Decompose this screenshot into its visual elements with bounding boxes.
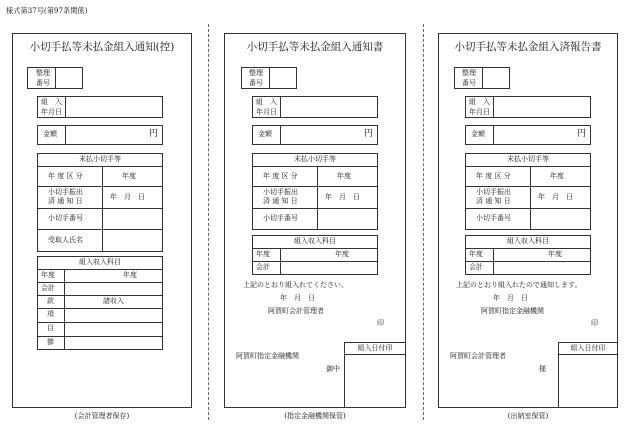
issue-notice-label: 小切手振出 [48,188,83,196]
reg-label: 番号 [462,79,476,87]
setsu-label: 節 [47,338,54,346]
issue-notice-label: 小切手振出 [476,188,511,196]
cut-line-2 [423,24,424,420]
unpaid-title: 未払小切手等 [79,155,121,163]
keeper-note: (会計管理者保存) [74,412,130,420]
income-year-label: 年度 [469,250,483,258]
keeper-note: (指定金融機関保管) [284,412,346,420]
recipient-honorific: 様 [539,365,546,373]
ymd-placeholder: 年 月 日 [110,193,145,201]
amount-label: 金額 [258,130,272,138]
yen-unit: 円 [149,129,159,139]
issue-notice-label: 済 通 知 日 [48,197,83,205]
payee-name-label: 受取人氏名 [48,236,83,244]
kou-label: 項 [47,310,54,318]
misc-income: 諸収入 [103,297,124,305]
recipient-name: 阿賀町指定金融機関 [236,352,299,360]
panel-title: 小切手払等未払金組入通知(控) [29,41,175,53]
income-title: 組入収入科目 [294,237,336,245]
issue-notice-label: 済 通 知 日 [263,197,298,205]
date-label: 組 入 [469,98,490,106]
yen-unit: 円 [364,129,374,139]
year-unit: 年度 [550,172,564,180]
year-unit: 年度 [337,172,351,180]
form-number: 様式第37号(第97条関係) [6,6,88,15]
reg-label: 番号 [249,79,263,87]
ymd-placeholder: 年 月 日 [325,193,360,201]
income-year-unit: 年度 [335,250,349,258]
income-year-label: 年度 [256,250,270,258]
amount-label: 金額 [43,130,57,138]
date-label: 組 入 [41,98,62,106]
income-title: 組入収入科目 [79,258,121,266]
date-line: 年 月 日 [493,294,528,302]
ymd-placeholder: 年 月 日 [538,193,573,201]
date-label: 組 入 [256,98,277,106]
income-account-label: 会計 [469,263,483,271]
check-number-label: 小切手番号 [263,214,298,222]
income-year-unit: 年度 [548,250,562,258]
year-division-label: 年 度 区 分 [263,172,298,180]
income-title: 組入収入科目 [507,237,549,245]
unpaid-title: 未払小切手等 [507,155,549,163]
year-unit: 年度 [122,172,136,180]
yen-unit: 円 [577,129,587,139]
income-account-label: 会計 [256,263,270,271]
stamp-title: 組入日付印 [570,344,606,352]
panel-title: 小切手払等未払金組入済報告書 [454,41,602,53]
recipient-name: 阿賀町会計管理者 [450,352,506,360]
check-number-label: 小切手番号 [48,214,83,222]
panel-title: 小切手払等未払金組入通知書 [246,41,384,53]
check-number-label: 小切手番号 [476,214,511,222]
date-label: 年月日 [41,108,62,116]
amount-label: 金額 [471,130,485,138]
year-division-label: 年 度 区 分 [48,172,83,180]
reg-label: 整理 [36,69,50,77]
date-label: 年月日 [469,108,490,116]
year-division-label: 年 度 区 分 [476,172,511,180]
seal-mark: 印 [377,319,384,327]
income-year-unit: 年度 [123,271,137,279]
moku-label: 目 [47,324,54,332]
request-text: 上記のとおり組入れてください。 [243,281,348,289]
seal-mark: 印 [591,319,598,327]
sender-name: 阿賀町会計管理者 [268,307,324,315]
issue-notice-label: 済 通 知 日 [476,197,511,205]
income-account-label: 会計 [41,284,55,292]
stamp-title: 組入日付印 [357,344,393,352]
date-label: 年月日 [256,108,277,116]
reg-label: 整理 [249,69,263,77]
keeper-note: (出納室保管) [507,412,549,420]
reg-label: 番号 [36,79,50,87]
kan-label: 款 [47,297,54,305]
income-year-label: 年度 [41,271,55,279]
date-line: 年 月 日 [280,294,315,302]
cut-line-1 [208,24,209,420]
recipient-honorific: 御中 [326,365,340,373]
unpaid-title: 未払小切手等 [294,155,336,163]
reg-label: 整理 [462,69,476,77]
report-text: 上記のとおり組入れたので通知します。 [456,281,582,289]
issue-notice-label: 小切手振出 [263,188,298,196]
sender-name: 阿賀町指定金融機関 [481,307,544,315]
